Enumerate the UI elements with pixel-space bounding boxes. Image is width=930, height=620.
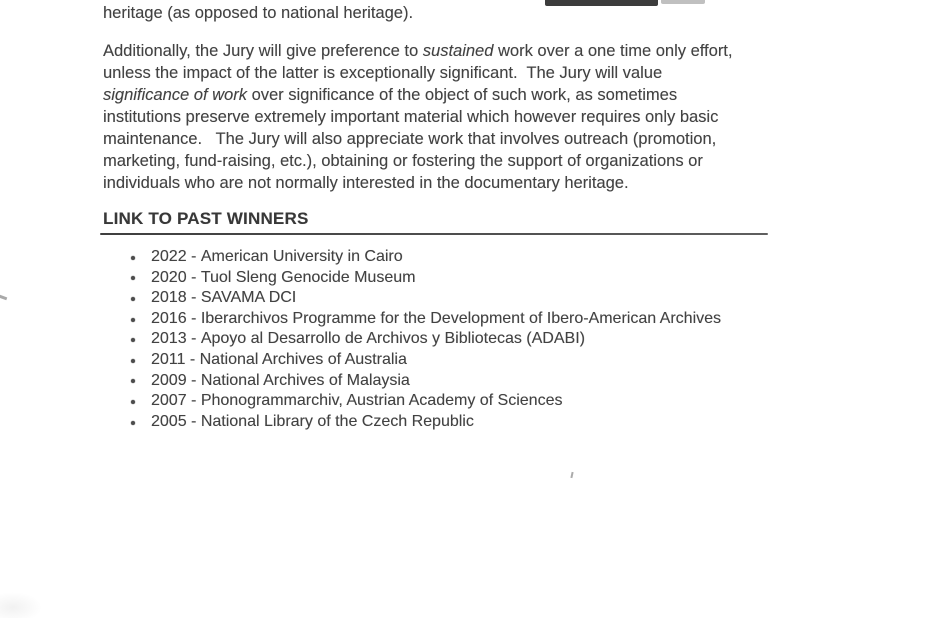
winner-separator: - (186, 412, 201, 430)
paragraph-line: significance of work over significance of the object of such work, as sometimes (103, 86, 678, 104)
winner-name: American University in Cairo (200, 248, 403, 265)
paragraph-line: institutions preserve extremely important material which however requires only basic (103, 108, 719, 126)
winner-separator: - (186, 268, 201, 286)
winner-year: 2016 (151, 309, 187, 327)
winner-separator: - (186, 289, 201, 307)
winner-year: 2013 (151, 330, 187, 348)
past-winners-list (131, 247, 721, 432)
bullet-icon (131, 359, 135, 363)
winner-separator: - (186, 248, 201, 265)
bullet-icon (131, 318, 135, 322)
winner-name: National Archives of Malaysia (200, 371, 410, 389)
scan-artifact-top-bar (545, 0, 658, 6)
winner-name: Tuol Sleng Genocide Museum (200, 268, 416, 286)
winner-year: 2005 (151, 412, 187, 430)
scan-artifact-top-bar-faint (661, 0, 705, 4)
previous-paragraph-fragment: heritage (as opposed to national heritage). (103, 4, 414, 22)
bullet-icon (131, 400, 135, 404)
winner-separator: - (186, 392, 201, 410)
winner-year: 2007 (151, 392, 187, 410)
winner-list-item (131, 329, 721, 350)
winner-list-item (131, 350, 721, 371)
winner-name: Iberarchivos Programme for the Development of Ibero-American Archives (200, 309, 722, 327)
winner-year: 2020 (151, 268, 187, 286)
bullet-icon (131, 297, 135, 301)
paragraph-line: unless the impact of the latter is exceptionally significant. The Jury will value (103, 64, 663, 82)
heading-underline-rule (100, 233, 768, 235)
winner-name: Phonogrammarchiv, Austrian Academy of Sciences (200, 392, 563, 410)
scan-artifact-corner-smudge (0, 592, 42, 618)
winner-separator: - (186, 309, 201, 327)
winner-list-item (131, 247, 721, 268)
winner-name: SAVAMA DCI (200, 289, 297, 307)
bullet-icon (131, 379, 135, 383)
winner-year: 2011 (151, 350, 186, 368)
paragraph-line: individuals who are not normally interested in the documentary heritage. (103, 174, 629, 192)
winner-separator: - (185, 350, 200, 368)
winner-list-item (131, 412, 721, 433)
winner-year: 2022 (151, 248, 187, 265)
bullet-icon (131, 256, 135, 260)
winner-year: 2018 (151, 289, 187, 307)
winner-name: Apoyo al Desarrollo de Archivos y Bibliotecas (ADABI) (200, 330, 585, 348)
paragraph-line: marketing, fund-raising, etc.), obtaining or fostering the support of organizations or (103, 152, 703, 170)
winner-name: National Archives of Australia (199, 350, 407, 368)
winner-list-item (131, 268, 721, 289)
winner-list-item (131, 371, 721, 392)
paragraph-line: Additionally, the Jury will give preference to sustained work over a one time only effort, (103, 42, 733, 60)
bullet-icon (131, 276, 135, 280)
past-winners-heading: LINK TO PAST WINNERS (103, 209, 309, 228)
winner-separator: - (186, 330, 201, 348)
winner-year: 2009 (151, 371, 187, 389)
winner-separator: - (186, 371, 201, 389)
bullet-icon (131, 421, 135, 425)
scan-artifact-left-mark (0, 295, 7, 301)
winner-list-item (131, 309, 721, 330)
bullet-icon (131, 338, 135, 342)
scan-artifact-speck (570, 472, 573, 478)
winner-list-item (131, 288, 721, 309)
paragraph-line: maintenance. The Jury will also appreciate work that involves outreach (promotion, (103, 130, 717, 148)
jury-preference-paragraph (103, 40, 732, 194)
winner-name: National Library of the Czech Republic (200, 412, 474, 430)
winner-list-item (131, 391, 721, 412)
